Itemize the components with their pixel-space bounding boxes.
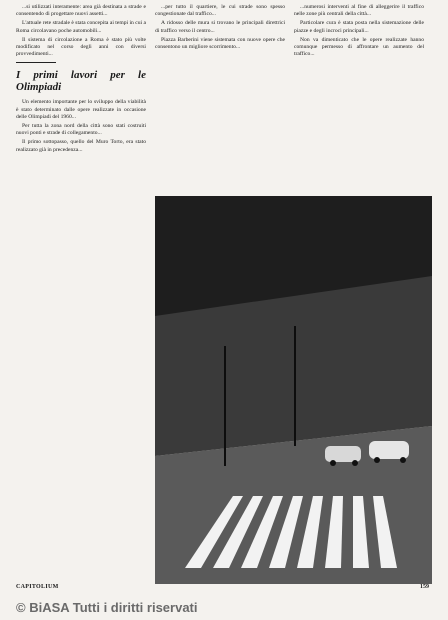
paragraph: ...per tutto il quartiere, le cui strade sono spesso congestionate dal traffico... (155, 4, 285, 18)
section-title: I primi lavori per le Olimpiadi (16, 69, 146, 94)
publication-name: CAPITOLIUM (16, 584, 59, 590)
photo-illustration (155, 196, 432, 584)
paragraph: ...numerosi interventi al fine di alleggerire il traffico nelle zone più centrali della città... (294, 4, 424, 18)
paragraph: ...si utilizzati interamente: area già destinata a strade e consentendo di progettare nuovi assetti... (16, 4, 146, 18)
paragraph: Piazza Barberini viene sistemata con nuove opere che consentono un migliore scorrimento... (155, 36, 285, 51)
text-column-left (16, 4, 146, 572)
paragraph: Il sistema di circolazione a Roma è stato più volte modificato nel corso degli anni con diversi provvedimenti... (16, 36, 146, 58)
paragraph: Il primo sottopasso, quello del Muro Torto, era stato realizzato già in precedenza... (16, 139, 146, 153)
paragraph: Un elemento importante per lo sviluppo della viabilità è stato determinato dalle opere realizzate in occasione delle Olimpiadi del 1960... (16, 99, 146, 120)
paragraph: Non va dimenticato che le opere realizzate hanno comunque permesso di affrontare un aumento del traffico... (294, 36, 424, 58)
paragraph: Particolare cura è stata posta nella sistemazione delle piazze e degli incroci principali... (294, 20, 424, 34)
street-photograph (155, 196, 432, 584)
paragraph: L'attuale rete stradale è stata concepita ai tempi in cui a Roma circolavano poche automobili... (16, 20, 146, 34)
paragraph: Per tutta la zona nord della città sono stati costruiti nuovi ponti e strade di collegamento... (16, 123, 146, 137)
text-column-middle (155, 4, 285, 192)
copyright-watermark: © BiASA Tutti i diritti riservati (16, 600, 198, 615)
section-divider (16, 62, 56, 63)
paragraph: A ridosso delle mura si trovano le principali direttrici di traffico verso il centro... (155, 20, 285, 34)
page-number: 159 (420, 584, 429, 590)
